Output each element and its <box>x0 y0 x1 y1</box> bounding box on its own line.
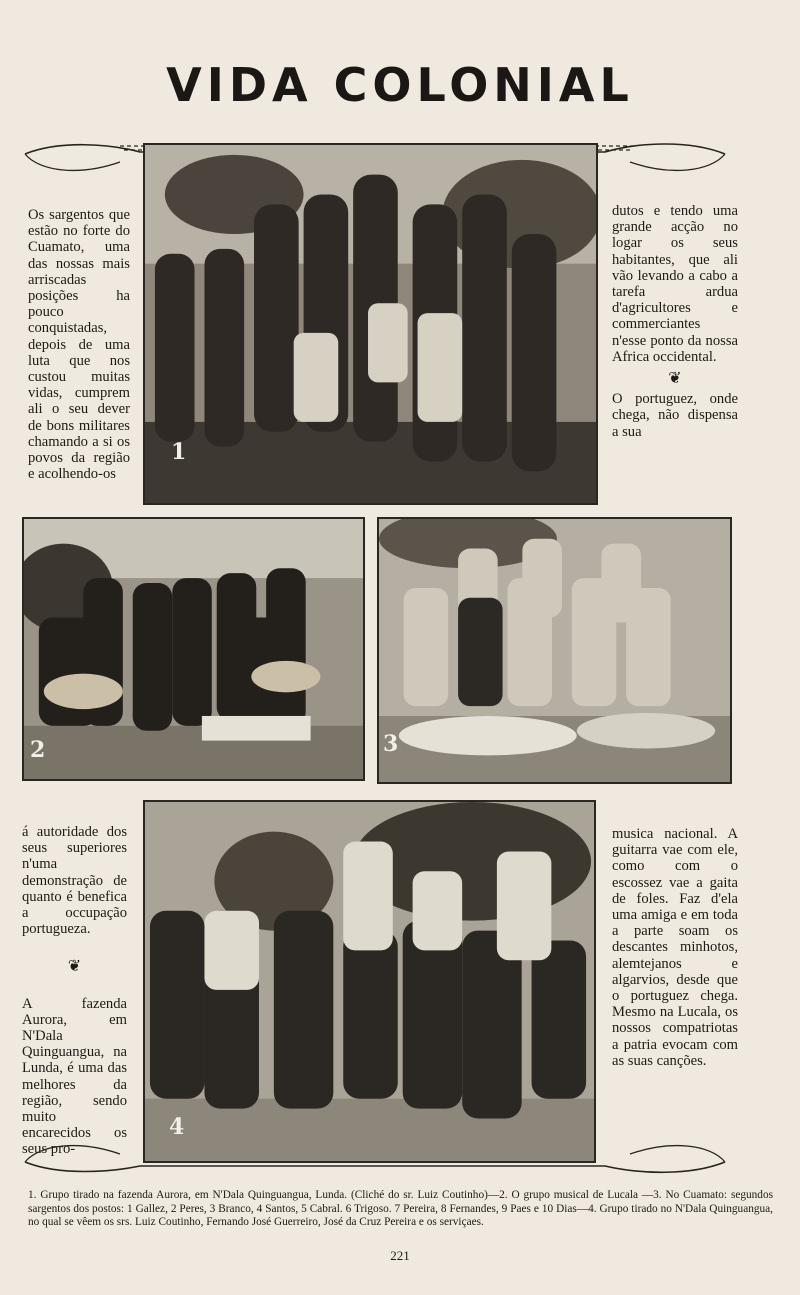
photo-4 <box>143 800 596 1163</box>
text-column-left-bottom <box>22 824 127 1158</box>
text-column-right-bottom <box>612 826 738 1069</box>
photo-2 <box>22 517 365 781</box>
page-number: 221 <box>390 1248 410 1263</box>
photo-1-number: 1 <box>171 439 187 465</box>
paragraph-6: musica nacional. A guitarra vae com ele, como com o escossez vae a gaita de foles. Faz d'ela uma amiga e em toda a parte soam os descantes minhotos, alemtejanos e algarvios, desde que o portuguez chega. Mesmo na Lucala, os nossos compatriotas a patria evocam com as suas canções. <box>612 826 738 1069</box>
photo-4-number: 4 <box>169 1114 185 1140</box>
text-column-right-top <box>612 203 738 440</box>
paragraph-5: A fazenda Aurora, em N'Dala Quinguangua, na Lunda, é uma das melhores da região, sendo muito encarecidos os seus pro- <box>22 995 127 1158</box>
page-title: VIDA COLONIAL <box>166 58 634 112</box>
paragraph-4: á autoridade dos seus superiores n'uma demonstração de quanto é benefica a occupação portugueza. <box>22 824 127 938</box>
bottom-ornament <box>20 1132 732 1182</box>
paragraph-1: Os sargentos que estão no forte do Cuamato, uma das nossas mais arriscadas posições ha pouco conquistadas, depois de uma luta que nos custou muitas vidas, cumprem ali o seu dever de bons militares chamando a si os povos da região e acolhendo-os <box>28 207 130 483</box>
photo-3 <box>377 517 732 784</box>
text-column-left-top <box>28 207 130 482</box>
leaf-ornament-icon: ❦ <box>67 958 82 976</box>
photo-1 <box>143 143 598 505</box>
paragraph-3: O portuguez, onde chega, não dispensa a sua <box>612 391 738 440</box>
photo-3-number: 3 <box>383 731 399 757</box>
leaf-ornament-icon: ❦ <box>668 370 682 388</box>
photo-2-number: 2 <box>30 737 46 763</box>
figure-caption: 1. Grupo tirado na fazenda Aurora, em N'Dala Quinguangua, Lunda. (Cliché do sr. Luiz Coutinho)—2. O grupo musical de Lucala —3. No Cuamato: segundos sargentos dos postos: 1 Gallez, 2 Peres, 3 Branco, 4 Santos, 5 Cabral. 6 Trigoso. 7 Pereira, 8 Fernandes, 9 Paes e 10 Dias—4. Grupo tirado no N'Dala Quinguangua, no qual se vêem os srs. Luiz Coutinho, Fernando José Guerreiro, José da Cruz Pereira e os serviçaes. <box>28 1189 773 1228</box>
paragraph-2: dutos e tendo uma grande acção no logar os seus habitantes, que ali vão levando a cabo a tarefa ardua d'agricultores e commerciantes n'esse ponto da nossa Africa occidental. <box>612 203 738 365</box>
